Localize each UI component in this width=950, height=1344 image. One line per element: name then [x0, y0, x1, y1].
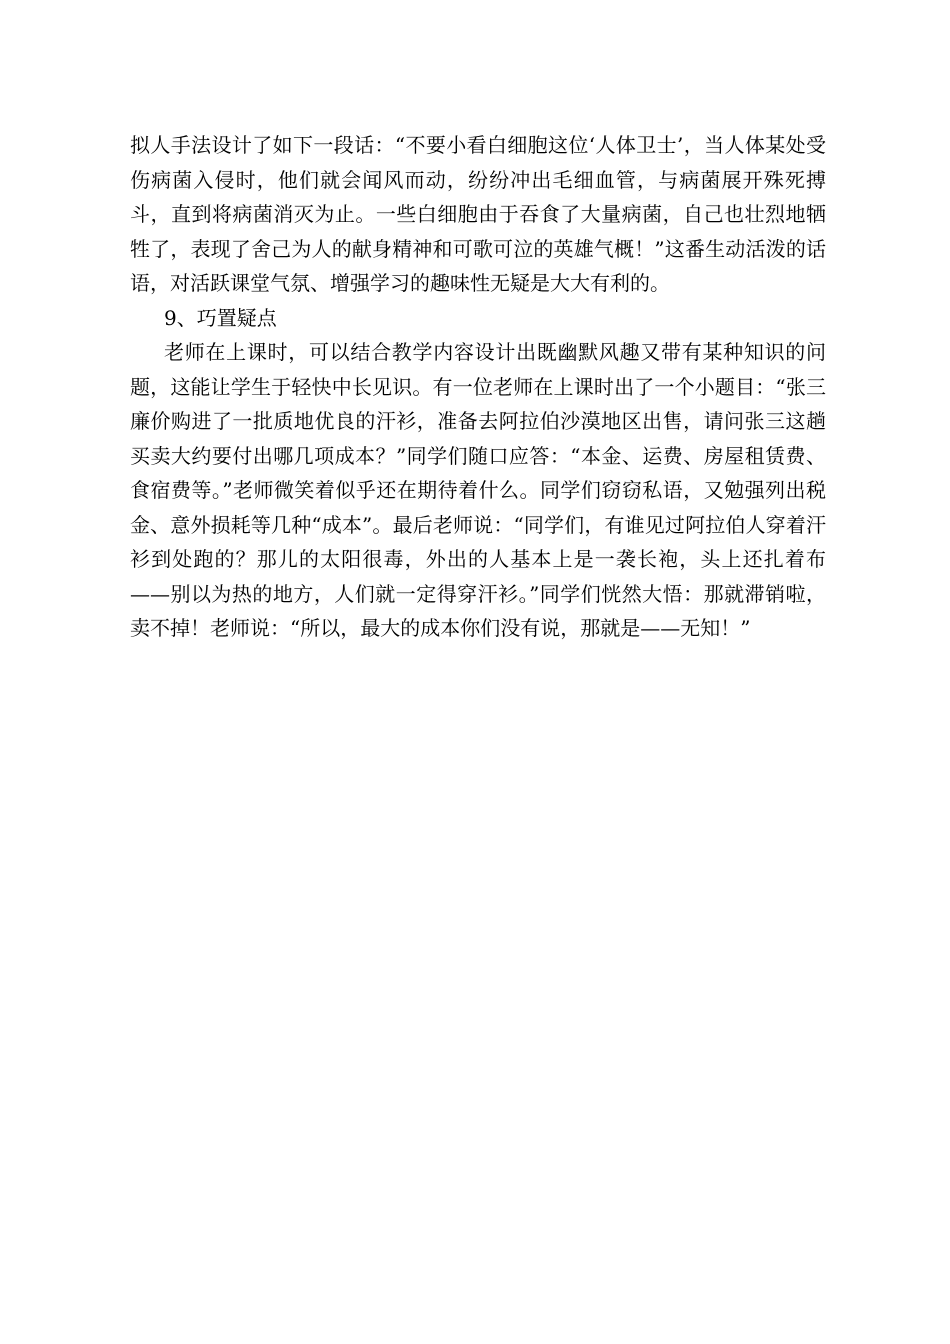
paragraph-body: 老师在上课时，可以结合教学内容设计出既幽默风趣又带有某种知识的问题，这能让学生于轻快中长见识。有一位老师在上课时出了一个小题目：“张三廉价购进了一批质地优良的汗衫，准备去阿拉伯沙漠地区出售，请问张三这趟买卖大约要付出哪几项成本？”同学们随口应答：“本金、运费、房屋租赁费、食宿费等。”老师微笑着似乎还在期待着什么。同学们窃窃私语，又勉强列出税金、意外损耗等几种“成本”。最后老师说：“同学们，有谁见过阿拉伯人穿着汗衫到处跑的？那儿的太阳很毒，外出的人基本上是一袭长袍，头上还扎着布——别以为热的地方，人们就一定得穿汗衫。”同学们恍然大悟：那就滞销啦，卖不掉！老师说：“所以，最大的成本你们没有说，那就是——无知！”: [130, 340, 826, 640]
section-heading: 9、巧置疑点: [164, 305, 277, 330]
document-body: [130, 128, 826, 646]
paragraph-continued: 拟人手法设计了如下一段话：“不要小看白细胞这位‘人体卫士’，当人体某处受伤病菌入侵时，他们就会闻风而动，纷纷冲出毛细血管，与病菌展开殊死搏斗，直到将病菌消灭为止。一些白细胞由于吞食了大量病菌，自己也壮烈地牺牲了，表现了舍己为人的献身精神和可歌可泣的英雄气概！”这番生动活泼的话语，对活跃课堂气氛、增强学习的趣味性无疑是大大有利的。: [130, 133, 826, 295]
